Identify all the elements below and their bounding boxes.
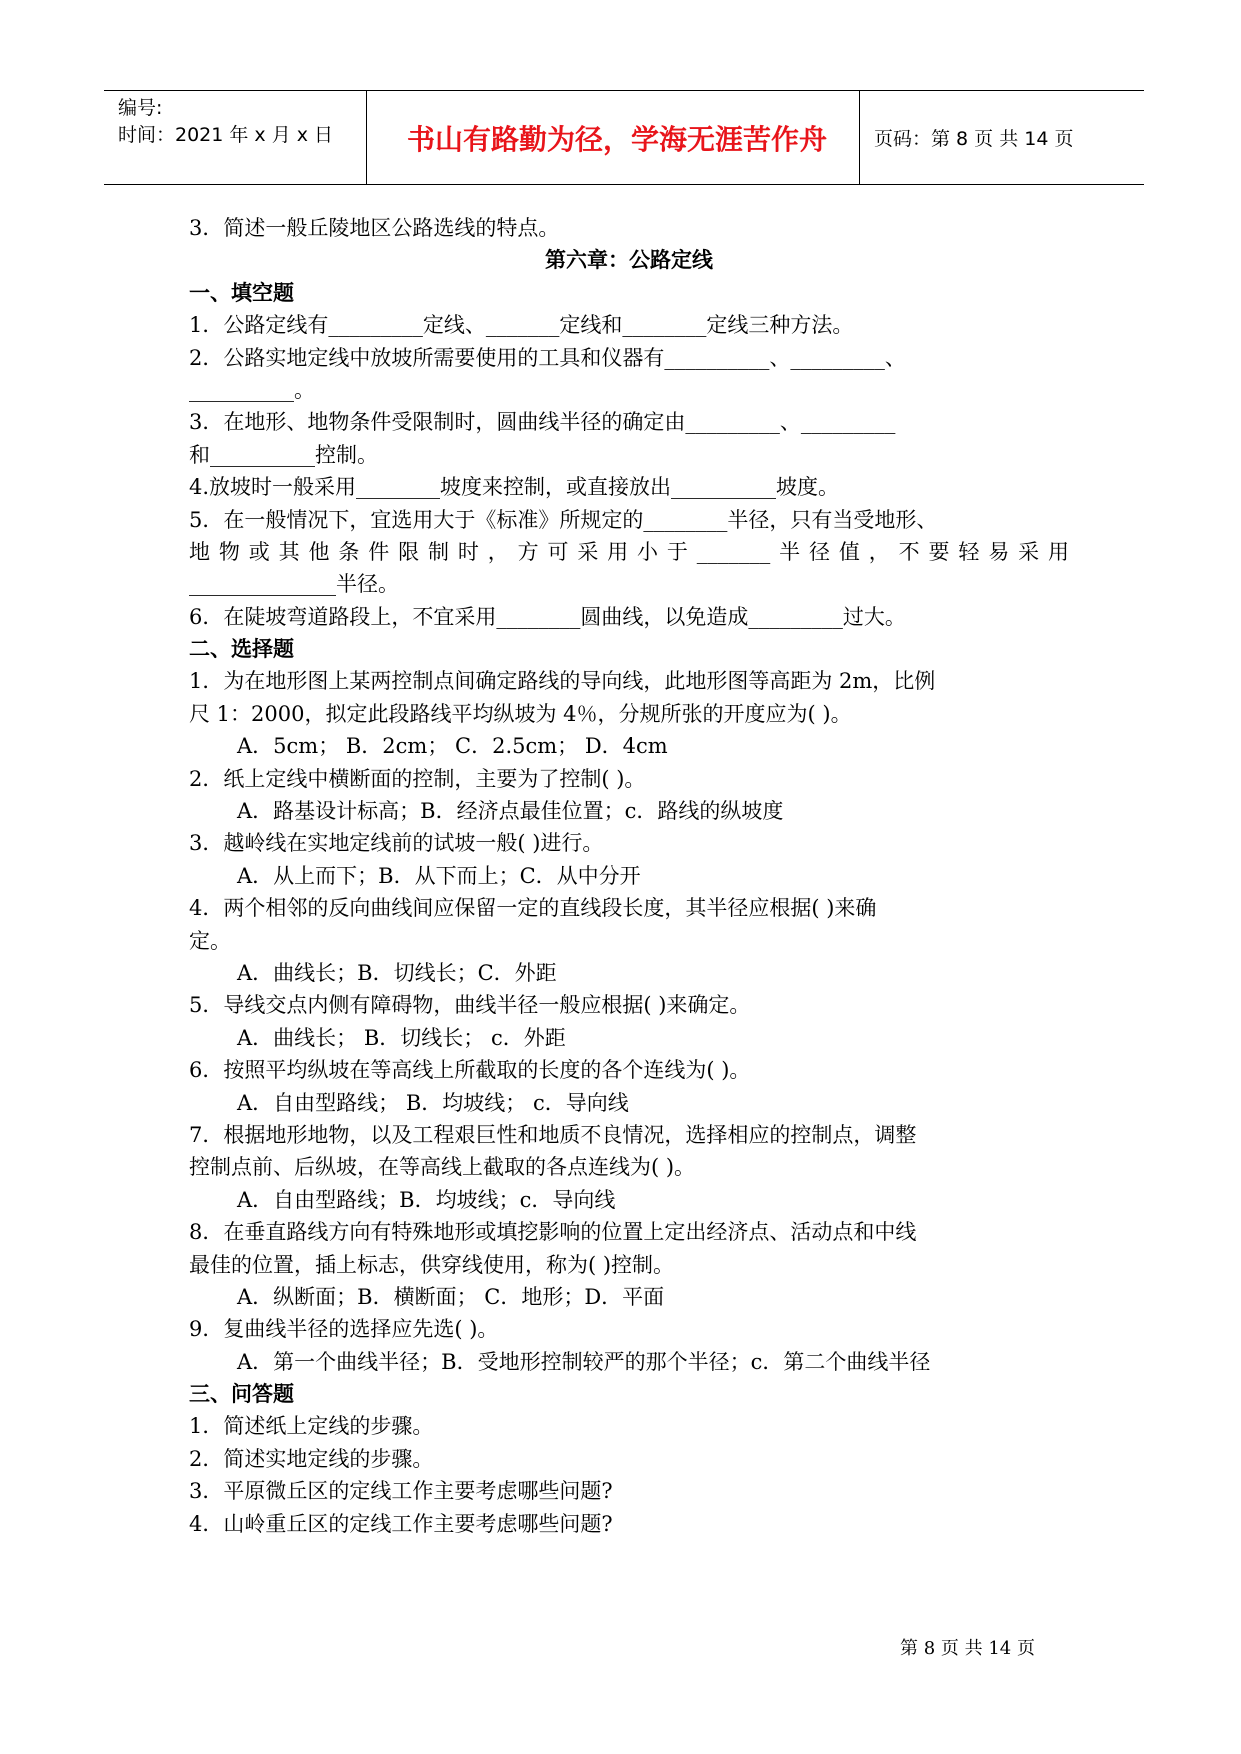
answer-options: A．路基设计标高；B．经济点最佳位置；c．路线的纵坡度 [237, 799, 784, 824]
question-continuation: __________。 [189, 377, 315, 402]
question-continuation: 定。 [189, 928, 231, 953]
answer-options: A．自由型路线； B．均坡线； c．导向线 [237, 1090, 629, 1115]
page-footer: 第 8 页 共 14 页 [900, 1638, 1035, 1659]
question-item: 3．简述一般丘陵地区公路选线的特点。 [189, 216, 560, 240]
header-meta [118, 95, 333, 149]
question-continuation: 最佳的位置，插上标志，供穿线使用，称为( )控制。 [189, 1252, 675, 1277]
question-item: 6．按照平均纵坡在等高线上所截取的长度的各个连线为( )。 [189, 1058, 751, 1083]
question-item: 2．纸上定线中横断面的控制，主要为了控制( )。 [189, 766, 646, 791]
chapter-title: 第六章：公路定线 [545, 247, 713, 273]
section-heading: 三、问答题 [189, 1381, 294, 1407]
answer-options: A．曲线长； B．切线长； c．外距 [237, 1025, 566, 1050]
question-item: 1．公路定线有_________定线、_______定线和________定线三种方法。 [189, 313, 854, 338]
question-item: 5．导线交点内侧有障碍物，曲线半径一般应根据( )来确定。 [189, 993, 751, 1018]
answer-options: A．5cm； B．2cm； C．2.5cm； D．4cm [237, 734, 668, 759]
question-item: 4.放坡时一般采用________坡度来控制，或直接放出__________坡度。 [189, 475, 840, 500]
question-item: 3．平原微丘区的定线工作主要考虑哪些问题? [189, 1479, 613, 1504]
document-body [189, 212, 1069, 1540]
question-continuation: 和__________控制。 [189, 442, 378, 467]
section-heading: 一、填空题 [189, 279, 294, 305]
question-item: 3．越岭线在实地定线前的试坡一般( )进行。 [189, 831, 604, 856]
question-continuation: 控制点前、后纵坡，在等高线上截取的各点连线为( )。 [189, 1155, 696, 1180]
question-item: 5．在一般情况下，宜选用大于《标准》所规定的________半径，只有当受地形、 [189, 507, 938, 532]
question-item: 7．根据地形地物，以及工程艰巨性和地质不良情况，选择相应的控制点，调整 [189, 1122, 917, 1147]
header-divider [859, 91, 860, 184]
answer-options: A．曲线长；B．切线长；C．外距 [237, 960, 557, 985]
question-item: 1．为在地形图上某两控制点间确定路线的导向线，此地形图等高距为 2m，比例 [189, 669, 936, 694]
document-number-label: 编号: [118, 97, 163, 119]
document-time: 时间：2021 年 x 月 x 日 [118, 124, 334, 146]
section-heading: 二、选择题 [189, 636, 294, 662]
question-item: 3．在地形、地物条件受限制时，圆曲线半径的确定由_________、_________ [189, 410, 896, 435]
question-item: 1．简述纸上定线的步骤。 [189, 1414, 434, 1439]
question-continuation: ______________半径。 [189, 572, 399, 597]
question-item: 4．山岭重丘区的定线工作主要考虑哪些问题? [189, 1511, 613, 1536]
question-item: 2．简述实地定线的步骤。 [189, 1446, 434, 1471]
question-item: 9．复曲线半径的选择应先选( )。 [189, 1317, 499, 1342]
page-header [104, 90, 1144, 185]
question-item: 8．在垂直路线方向有特殊地形或填挖影响的位置上定出经济点、活动点和中线 [189, 1220, 917, 1245]
question-item: 6．在陡坡弯道路段上，不宜采用________圆曲线，以免造成_________过大。 [189, 604, 906, 629]
question-continuation: 尺 1：2000，拟定此段路线平均纵坡为 4％，分规所张的开度应为( )。 [189, 701, 852, 726]
question-continuation: 地物或其他条件限制时，方可采用小于_______半径值，不要轻易采用 [189, 539, 1069, 564]
question-item: 4．两个相邻的反向曲线间应保留一定的直线段长度，其半径应根据( )来确 [189, 896, 877, 921]
answer-options: A．纵断面；B．横断面； C．地形；D．平面 [237, 1284, 665, 1309]
header-page-info: 页码：第 8 页 共 14 页 [874, 128, 1074, 150]
answer-options: A．自由型路线；B．均坡线；c．导向线 [237, 1187, 616, 1212]
header-divider [366, 91, 367, 184]
header-motto: 书山有路勤为径，学海无涯苦作舟 [406, 122, 827, 156]
question-item: 2．公路实地定线中放坡所需要使用的工具和仪器有__________、_________、 [189, 345, 906, 370]
answer-options: A．从上而下；B．从下而上；C．从中分开 [237, 863, 641, 888]
answer-options: A．第一个曲线半径；B．受地形控制较严的那个半径；c．第二个曲线半径 [237, 1349, 931, 1374]
